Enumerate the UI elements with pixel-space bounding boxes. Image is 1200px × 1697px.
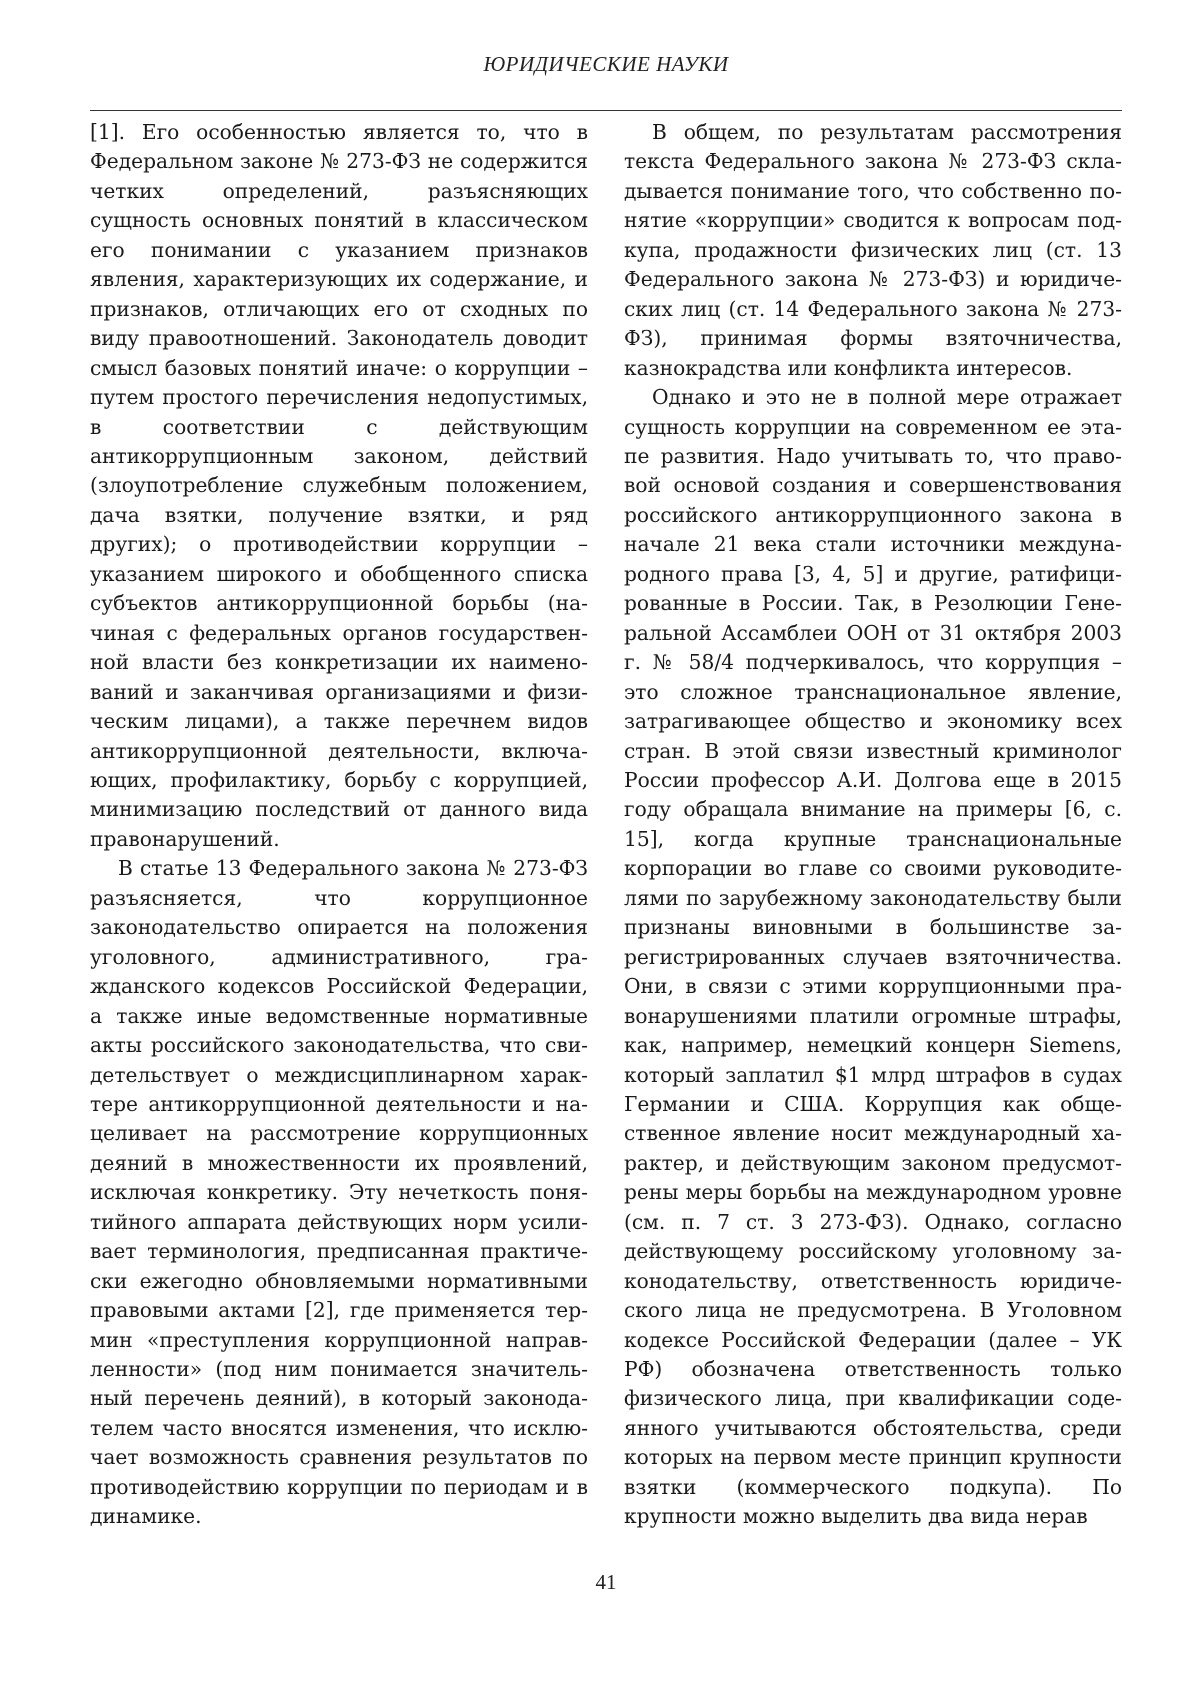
left-column [90,118,588,1532]
paragraph: [1]. Его особенностью является то, что в Федеральном законе № 273-ФЗ не содержится четких определений, разъясняющих сущность основных понятий в классическом его понимании с указанием признаков явления, характеризующих их содержание, и признаков, отличающих его от сходных по виду правоотношений. Законодатель доводит смысл базовых понятий иначе: о коррупции – путем простого перечисления недопустимых, в соответствии с действующим антикоррупционным законом, действий (злоупотребление служебным положением, дача взятки, получение взятки, и ряд других); о противодействии коррупции – указанием широкого и обобщенного списка субъектов антикоррупционной борьбы (начиная с федеральных органов государственной власти без конкретизации их наименований и заканчивая организациями и физическим лицами), а также перечнем видов антикоррупционной деятельности, включающих, профилактику, борьбу с коррупцией, минимизацию последствий от данного вида правонарушений. [90,120,588,851]
header-rule [90,110,1122,111]
page-number: 41 [595,1570,617,1594]
paragraph: В общем, по результатам рассмотрения текста Федерального закона № 273-ФЗ складывается понимание того, что собственно понятие «коррупции» сводится к вопросам подкупа, продажности физических лиц (ст. 13 Федерального закона № 273-ФЗ) и юридических лиц (ст. 14 Федерального закона № 273-ФЗ), принимая формы взяточничества, казнокрадства или конфликта интересов. [624,120,1122,380]
running-header: ЮРИДИЧЕСКИЕ НАУКИ [483,52,729,76]
paragraph: В статье 13 Федерального закона № 273-ФЗ разъясняется, что коррупционное законодательство опирается на положения уголовного, административного, гражданского кодексов Российской Федерации, а также иные ведомственные нормативные акты российского законодательства, что свидетельствует о междисциплинарном характере антикоррупционной деятельности и нацеливает на рассмотрение коррупционных деяний в множественности их проявлений, исключая конкретику. Эту нечеткость понятийного аппарата действующих норм усиливает терминология, предписанная практически ежегодно обновляемыми нормативными правовыми актами [2], где применяется термин «преступления коррупционной направленности» (под ним понимается значительный перечень деяний), в который законодателем часто вносятся изменения, что исключает возможность сравнения результатов по противодействию коррупции по периодам и в динамике. [90,856,588,1529]
right-column [624,118,1122,1532]
paragraph: Однако и это не в полной мере отражает сущность коррупции на современном ее этапе развития. Надо учитывать то, что правовой основой создания и совершенствования российского антикоррупционного закона в начале 21 века стали источники международного права [3, 4, 5] и другие, ратифицированные в России. Так, в Резолюции Генеральной Ассамблеи ООН от 31 октября 2003 г. № 58/4 подчеркивалось, что коррупция – это сложное транснациональное явление, затрагивающее общество и экономику всех стран. В этой связи известный криминолог России профессор А.И. Долгова еще в 2015 году обращала внимание на примеры [6, с. 15], когда крупные транснациональные корпорации во главе со своими руководителями по зарубежному законодательству были признаны виновными в большинстве зарегистрированных случаев взяточничества. Они, в связи с этими коррупционными правонарушениями платили огромные штрафы, как, например, немецкий концерн Siemens, который заплатил $1 млрд штрафов в судах Германии и США. Коррупция как общественное явление носит международный характер, и действующим законом предусмотрены меры борьбы на международном уровне (см. п. 7 ст. 3 273-ФЗ). Однако, согласно действующему российскому уголовному законодательству, ответственность юридического лица не предусмотрена. В Уголовном кодексе Российской Федерации (далее – УК РФ) обозначена ответственность только физического лица, при квалификации содеянного учитываются обстоятельства, среди которых на первом месте принцип крупности взятки (коммерческого подкупа). По крупности можно выделить два вида нерав [624,385,1122,1529]
